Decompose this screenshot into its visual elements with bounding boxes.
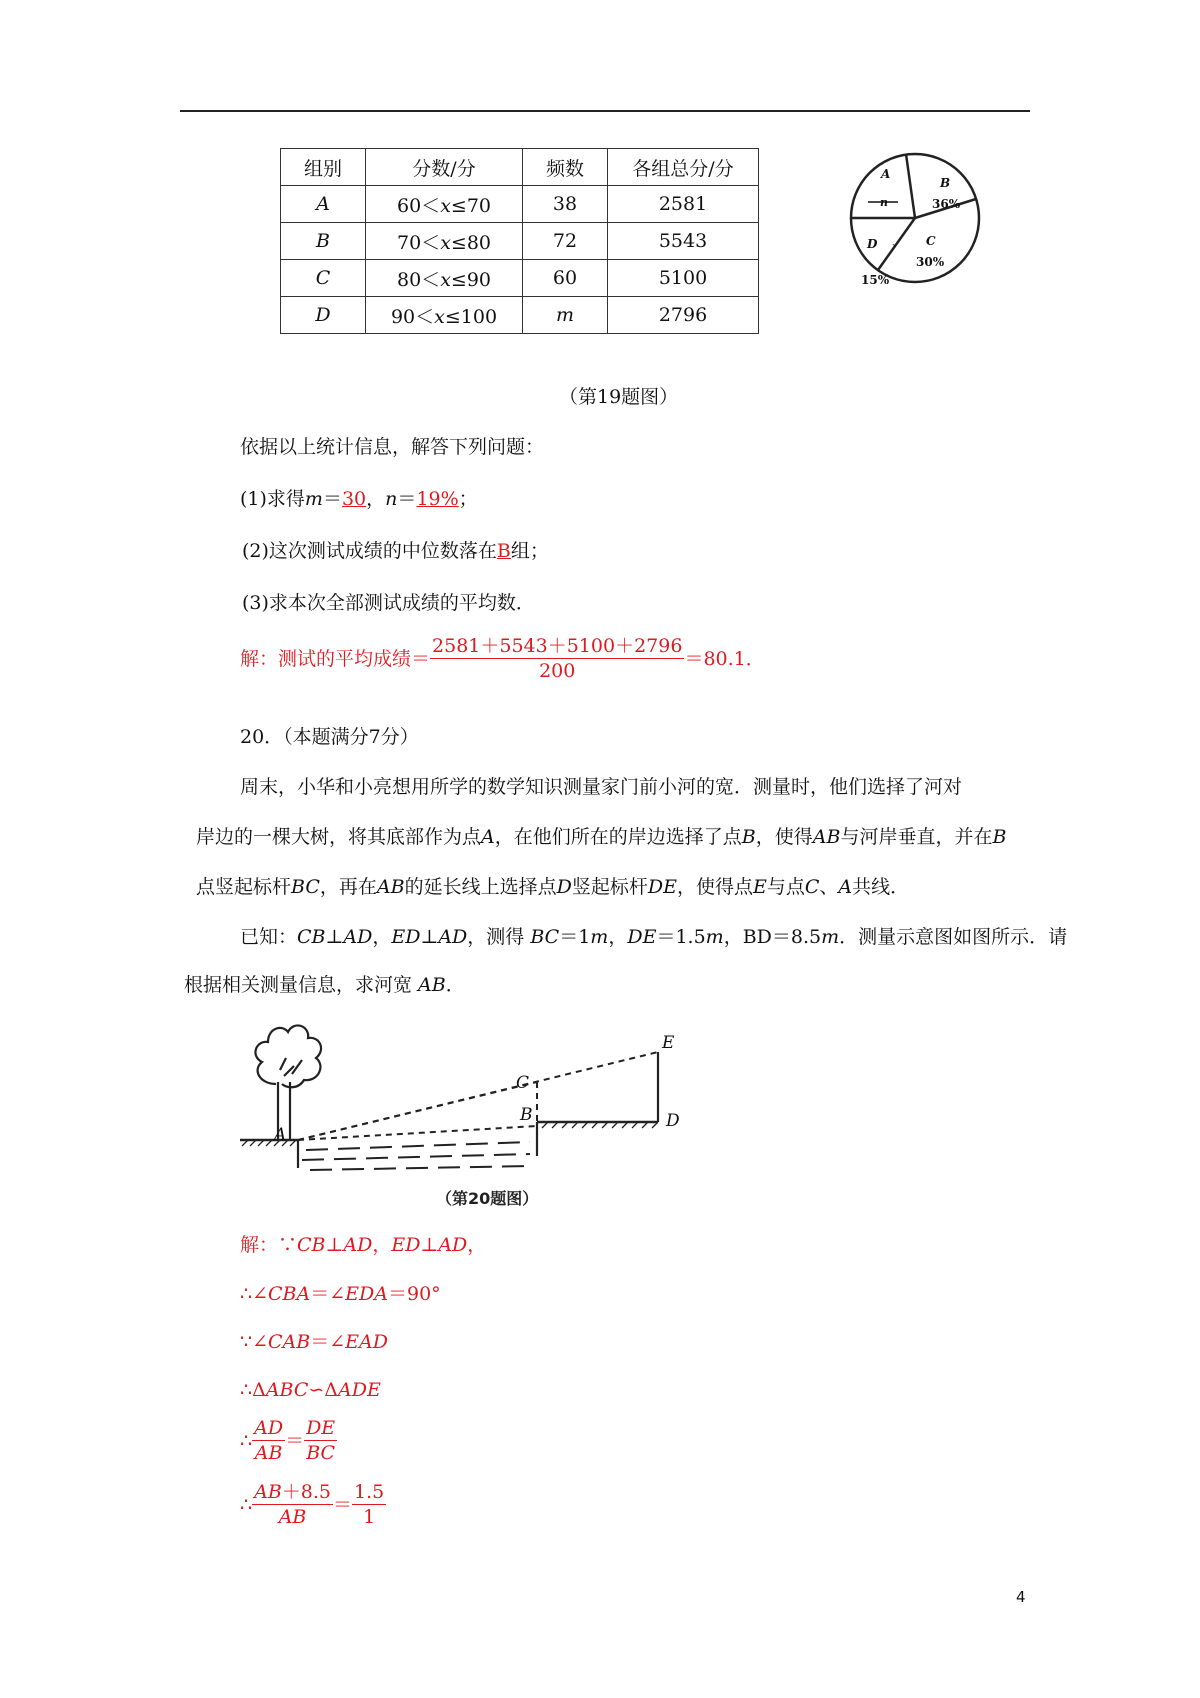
pie-label-a: A [881,167,891,181]
q20-solution-line5: ∴ $\frac{AD}{AB}$ ＝ $\frac{DE}{BC}$ [240,1417,336,1464]
q19-intro: 依据以上统计信息，解答下列问题： [240,436,545,458]
cell-group: D [281,297,366,334]
q19-solution: 解：测试的平均成绩＝ $\frac{2581+5543+5100+2796}{200}$ ＝80.1． [240,635,765,682]
q20-para2-line2: 根据相关测量信息，求河宽 AB． [184,974,465,996]
header-total: 各组总分/分 [608,149,759,186]
pie-chart [830,140,1000,290]
ratio-de-bc: $\frac{DE}{BC}$ [306,1417,336,1464]
pie-mark: 、 [892,235,905,249]
fig-caption: （第20题图） [436,1189,539,1208]
q20-para1-line2: 岸边的一棵大树，将其底部作为点A，在他们所在的岸边选择了点B，使得AB与河岸垂直，并在B [196,826,1007,848]
q20-para2-line1: 已知：CB⊥AD，ED⊥AD，测得 BC＝1m，DE＝1.5m，BD＝8.5m．测量示意图如图所示．请 [240,926,1068,948]
page-number: 4 [1016,1588,1026,1606]
pie-label-c: C [926,234,936,248]
q19-caption: （第19题图） [559,386,679,408]
table-row [281,186,759,223]
cell-total: 2796 [608,297,759,334]
pie-divider-ab [906,154,915,218]
cell-frequency: 38 [523,186,608,223]
cell-range: 80＜x≤90 [366,260,523,297]
fig-label-b: B [520,1105,533,1125]
q20-solution-line6: ∴ $\frac{AB+8.5}{AB}$ ＝ $\frac{1.5}{1}$ [240,1481,385,1528]
cell-total: 5543 [608,223,759,260]
water-lines [302,1142,530,1170]
pie-pct-d: 15% [861,273,890,287]
cell-range: 70＜x≤80 [366,223,523,260]
cell-range: 90＜x≤100 [366,297,523,334]
cell-group: B [281,223,366,260]
cell-total: 5100 [608,260,759,297]
header-score: 分数/分 [366,149,523,186]
ratio-ab-plus: $\frac{AB+8.5}{AB}$ [254,1481,331,1528]
table-header-row [281,149,759,186]
pie-pct-b: 36% [932,197,961,211]
ratio-ad-ab: $\frac{AD}{AB}$ [254,1417,284,1464]
mean-fraction: $\frac{2581+5543+5100+2796}{200}$ [432,635,683,682]
header-frequency: 频数 [523,149,608,186]
q20-para1-line3: 点竖起标杆BC，再在AB的延长线上选择点D竖起标杆DE，使得点E与点C、A共线． [196,876,910,898]
q19-part3: (3)求本次全部测试成绩的平均数． [242,592,535,614]
header-rule [180,110,1030,112]
tree-icon [255,1025,321,1140]
river-figure [240,1000,730,1220]
answer-n: 19% [416,488,459,510]
q19-part1: (1)求得m＝30，n＝19%； [240,488,478,510]
cell-group: A [281,186,366,223]
ratio-values: $\frac{1.5}{1}$ [354,1481,385,1528]
q20-solution-line4: ∴ΔABC∽ΔADE [240,1379,381,1401]
table-row [281,297,759,334]
q19-part2: (2)这次测试成绩的中位数落在B组； [242,540,549,562]
cell-range: 60＜x≤70 [366,186,523,223]
pie-label-d: D [867,237,878,251]
header-group: 组别 [281,149,366,186]
fig-label-d: D [666,1111,680,1131]
fig-label-c: C [516,1073,530,1093]
cell-frequency: 60 [523,260,608,297]
q20-solution-line2: ∴∠CBA＝∠EDA＝90° [240,1283,441,1305]
cell-frequency: m [523,297,608,334]
q20-solution-line1: 解：∵CB⊥AD，ED⊥AD， [240,1234,487,1256]
cell-total: 2581 [608,186,759,223]
q20-para1-line1: 周末，小华和小亮想用所学的数学知识测量家门前小河的宽．测量时，他们选择了河对 [240,776,963,798]
fig-label-e: E [662,1033,675,1053]
pie-label-n: n [880,196,888,209]
cell-group: C [281,260,366,297]
score-table [280,148,759,334]
cell-frequency: 72 [523,223,608,260]
pie-label-b: B [940,176,951,190]
table-row [281,223,759,260]
answer-median-group: B [496,540,511,562]
fig-label-a: A [274,1125,287,1145]
answer-m: 30 [341,488,367,510]
pie-pct-c: 30% [916,255,945,269]
table-row [281,260,759,297]
q20-heading: 20．（本题满分7分） [240,726,419,748]
q20-solution-line3: ∵∠CAB＝∠EAD [240,1331,388,1353]
